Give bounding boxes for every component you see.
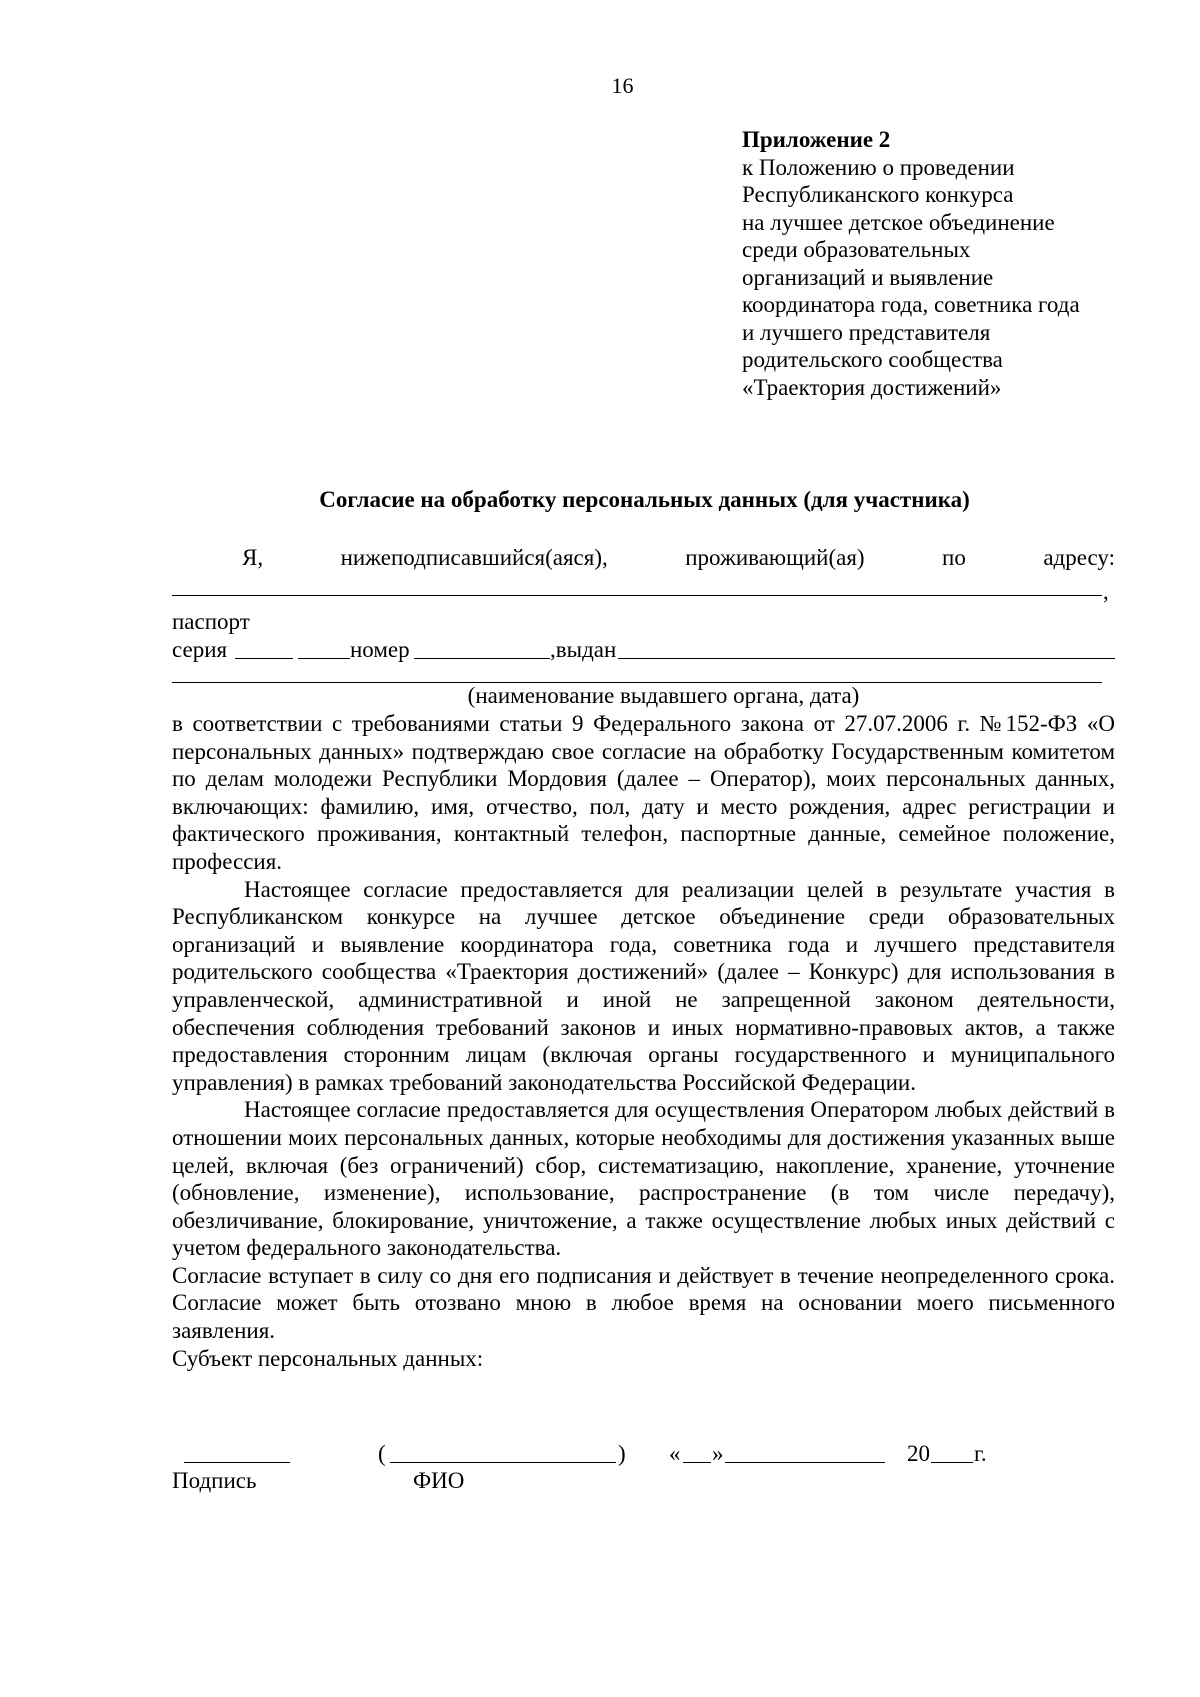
fio-open-paren: ( bbox=[378, 1441, 386, 1466]
intro-word: нижеподписавшийся(аяся), bbox=[340, 545, 608, 570]
document-title: Согласие на обработку персональных данных (для участника) bbox=[319, 487, 970, 512]
signature-row bbox=[172, 1440, 1115, 1470]
series-field-line[interactable] bbox=[235, 658, 293, 659]
appendix-line: и лучшего представителя bbox=[742, 319, 991, 345]
paragraph-purpose: Настоящее согласие предоставляется для реализации целей в результате участия в Республиканском конкурсе на лучшее детское объединение среди образовательных организаций и выявление координатора года, советника года и лучшего представителя родительского сообщества «Траектория достижений» (далее – Конкурс) для использования в управленческой, административной и иной не запрещенной законом деятельности, обеспечения соблюдения требований законов и иных нормативно-правовых актов, а также предоставления сторонним лицам (включая органы государственного и муниципального управления) в рамках требований законодательства Российской Федерации. bbox=[172, 876, 1115, 1095]
fio-close-paren: ) bbox=[618, 1441, 626, 1466]
appendix-line: родительского сообщества bbox=[742, 347, 1003, 372]
appendix-block bbox=[742, 126, 1162, 401]
year-prefix: 20 bbox=[907, 1441, 930, 1466]
fio-label: ФИО bbox=[413, 1468, 465, 1493]
appendix-line: организаций и выявление bbox=[742, 264, 994, 290]
paragraph-validity: Согласие вступает в силу со дня его подписания и действует в течение неопределенного срока. Согласие может быть отозвано мною в любое время на основании моего письменного заявления. bbox=[172, 1262, 1115, 1344]
address-field-line[interactable] bbox=[172, 595, 1102, 596]
intro-word: по bbox=[942, 545, 966, 570]
number-field-line[interactable] bbox=[414, 658, 550, 659]
year-field-line[interactable] bbox=[931, 1462, 973, 1463]
appendix-line: на лучшее детское объединение bbox=[742, 209, 1055, 235]
fio-field-line[interactable] bbox=[390, 1462, 616, 1463]
series-field-line-2[interactable] bbox=[298, 658, 350, 659]
day-close-quote: » bbox=[712, 1441, 724, 1466]
issued-field-line[interactable] bbox=[618, 658, 1115, 659]
paragraph-legal-basis: в соответствии с требованиями статьи 9 Федерального закона от 27.07.2006 г. №152-ФЗ «О персональных данных» подтверждаю свое согласие на обработку Государственным комитетом по делам молодежи Республики Мордовия (далее – Оператор), моих персональных данных, включающих: фамилию, имя, отчество, пол, дату и место рождения, адрес регистрации и фактического проживания, контактный телефон, паспортные данные, семейное положение, профессия. bbox=[172, 711, 1115, 874]
day-field-line[interactable] bbox=[683, 1462, 711, 1463]
appendix-line: среди образовательных bbox=[742, 237, 971, 262]
page-number: 16 bbox=[611, 73, 634, 98]
day-open-quote: « bbox=[669, 1441, 681, 1466]
appendix-line: Республиканского конкурса bbox=[742, 182, 1014, 207]
appendix-line: координатора года, советника года bbox=[742, 292, 1080, 317]
signature-label: Подпись bbox=[172, 1468, 257, 1493]
signature-field-line[interactable] bbox=[184, 1462, 290, 1463]
number-label: номер bbox=[350, 637, 410, 662]
body-text bbox=[172, 710, 1115, 1372]
series-label: серия bbox=[172, 637, 228, 662]
intro-word: Я, bbox=[242, 545, 264, 570]
issuer-caption: (наименование выдавшего органа, дата) bbox=[467, 683, 860, 708]
address-comma: , bbox=[1103, 579, 1109, 604]
appendix-title: Приложение 2 bbox=[742, 127, 891, 152]
intro-word: проживающий(ая) bbox=[685, 545, 865, 570]
issued-label: ,выдан bbox=[550, 637, 617, 662]
paragraph-actions: Настоящее согласие предоставляется для осуществления Оператором любых действий в отношении моих персональных данных, которые необходимы для достижения указанных выше целей, включая (без ограничений) сбор, систематизацию, накопление, хранение, уточнение (обновление, изменение), использование, распространение (в том числе передачу), обезличивание, блокирование, уничтожение, а также осуществление любых иных действий с учетом федерального законодательства. bbox=[172, 1097, 1115, 1261]
appendix-line: к Положению о проведении bbox=[742, 154, 1015, 180]
month-field-line[interactable] bbox=[725, 1462, 885, 1463]
appendix-line: «Траектория достижений» bbox=[742, 374, 1002, 400]
paragraph-subject: Субъект персональных данных: bbox=[172, 1345, 484, 1371]
year-suffix: г. bbox=[974, 1441, 987, 1466]
intro-word: адресу: bbox=[1043, 545, 1115, 570]
intro-line bbox=[172, 544, 1115, 572]
passport-label: паспорт bbox=[172, 609, 250, 634]
